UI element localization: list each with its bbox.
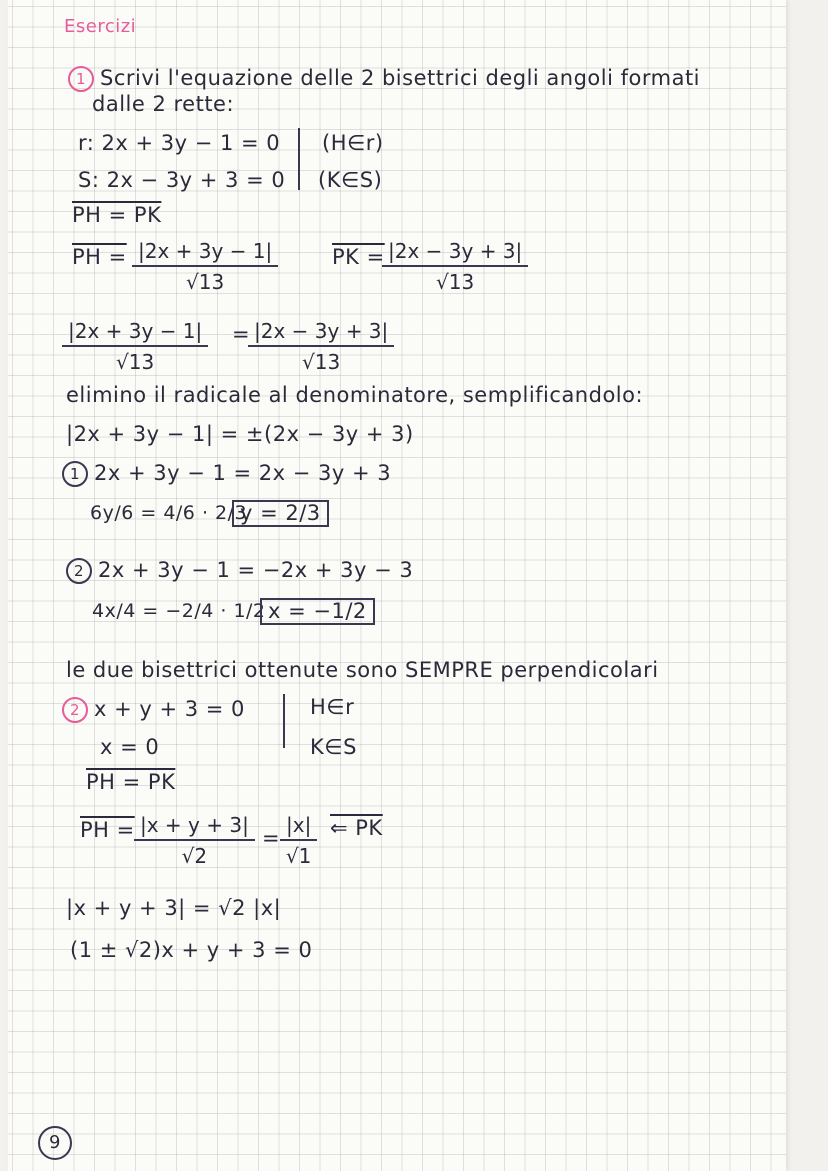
perpendicular-conclusion: le due bisettrici ottenute sono SEMPRE perpendicolari xyxy=(66,658,659,682)
simplification-note: elimino il radicale al denominatore, semplificandolo: xyxy=(66,383,644,407)
exercise-2-right-fraction: $\frac{|x|}{√1}$ xyxy=(280,814,317,867)
exercise-2-line-r: 2 x + y + 3 = 0 xyxy=(62,697,245,723)
exercise-2-pk-label: ⇐ PK xyxy=(330,816,383,840)
exercise-number-1-badge: 1 xyxy=(68,66,94,92)
absolute-value-equation: |2x + 3y − 1| = ±(2x − 3y + 3) xyxy=(66,422,414,446)
pk-numerator: |2x − 3y + 3| xyxy=(382,240,528,267)
exercise-2-condition-s: K∈S xyxy=(310,735,357,759)
case-1-badge: 1 xyxy=(62,461,88,487)
condition-s: (K∈S) xyxy=(318,168,383,192)
exercise-2-equals-sign: = xyxy=(262,826,281,850)
exercise-2-left-fraction: $\frac{|x + y + 3|}{√2}$ xyxy=(134,814,255,867)
pk-label: PK = xyxy=(332,245,385,269)
separator-line-2 xyxy=(283,694,285,748)
exercise-1-prompt-line2: dalle 2 rette: xyxy=(92,92,235,116)
ph-numerator: |2x + 3y − 1| xyxy=(132,240,278,267)
pk-distance-fraction xyxy=(382,240,528,293)
equation-left-fraction: $\frac{|2x + 3y - 1|}{√13}$ xyxy=(62,320,208,373)
exercise-2-line-s: x = 0 xyxy=(100,735,160,759)
case-1-step: 6y/6 = 4/6 · 2/3 xyxy=(90,502,248,524)
exercise-2-step: |x + y + 3| = √2 |x| xyxy=(66,896,282,920)
case-1-equation: 1 2x + 3y − 1 = 2x − 3y + 3 xyxy=(62,461,391,487)
pk-denominator: √13 xyxy=(436,270,475,294)
line-r-equation: r: 2x + 3y − 1 = 0 xyxy=(78,131,281,155)
exercise-2-result: (1 ± √2)x + y + 3 = 0 xyxy=(70,938,313,962)
exercise-2-condition-r: H∈r xyxy=(310,695,355,719)
ph-denominator: √13 xyxy=(186,270,225,294)
exercise-2-ph-label: PH = xyxy=(80,818,135,842)
equation-right-fraction: $\frac{|2x - 3y + 3|}{√13}$ xyxy=(248,320,394,373)
exercise-2-distance-equality: PH = PK xyxy=(86,770,176,794)
case-2-step: 4x/4 = −2/4 · 1/2 xyxy=(92,600,266,622)
case-2-badge: 2 xyxy=(66,558,92,584)
section-title: Esercizi xyxy=(64,16,137,37)
condition-r: (H∈r) xyxy=(322,131,384,155)
separator-line xyxy=(298,128,300,190)
case-1-result: y = 2/3 xyxy=(232,500,329,527)
page-number: 9 xyxy=(38,1126,78,1160)
line-s-equation: S: 2x − 3y + 3 = 0 xyxy=(78,168,286,192)
ph-distance-fraction xyxy=(132,240,278,293)
ph-label: PH = xyxy=(72,245,127,269)
case-2-equation: 2 2x + 3y − 1 = −2x + 3y − 3 xyxy=(66,558,413,584)
case-2-result: x = −1/2 xyxy=(260,598,375,625)
equals-sign: = xyxy=(232,322,251,346)
exercise-number-2-badge: 2 xyxy=(62,697,88,723)
exercise-1-prompt-line1: 1 Scrivi l'equazione delle 2 bisettrici degli angoli formati xyxy=(68,66,700,92)
distance-equality: PH = PK xyxy=(72,203,162,227)
